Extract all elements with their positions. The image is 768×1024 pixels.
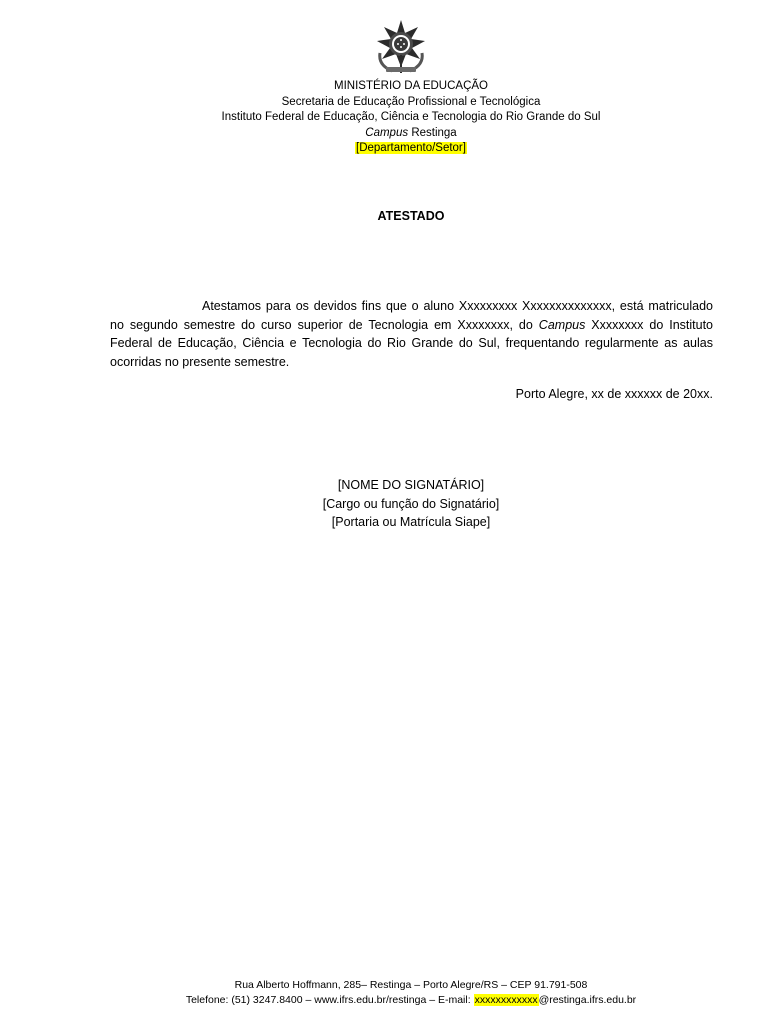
ministry-name: MINISTÉRIO DA EDUCAÇÃO (334, 80, 488, 92)
page-footer (0, 978, 768, 1008)
footer-contact-prefix: Telefone: (51) 3247.8400 – www.ifrs.edu.br/restinga – E-mail: (185, 994, 474, 1006)
signatory-registration: [Portaria ou Matrícula Siape] (331, 515, 491, 529)
campus-name: Restinga (411, 126, 457, 139)
paragraph-part-2: Xxxxxxxx do Instituto Federal de Educação, Ciência e Tecnologia do Rio Grande do Sul, frequentando regularmente as aulas ocorridas no presente semestre. (110, 317, 714, 369)
signatory-role: [Cargo ou função do Signatário] (322, 496, 500, 511)
paragraph-campus-word: Campus (538, 317, 586, 332)
department-placeholder: [Departamento/Setor] (356, 142, 466, 154)
letterhead (0, 79, 768, 157)
document-title: ATESTADO (377, 209, 445, 223)
signature-block (0, 476, 768, 532)
department-line (0, 141, 768, 157)
secretariat-name: Secretaria de Educação Profissional e Tecnológica (281, 95, 541, 108)
signatory-name: [NOME DO SIGNATÁRIO] (337, 478, 485, 492)
campus-label: Campus (365, 126, 409, 139)
footer-email-user: xxxxxxxxxxxx (474, 994, 538, 1006)
campus-line (0, 126, 768, 142)
institute-name: Instituto Federal de Educação, Ciência e Tecnologia do Rio Grande do Sul (221, 111, 601, 123)
footer-contact (0, 993, 768, 1008)
coat-of-arms-emblem (374, 19, 428, 75)
footer-email-domain: @restinga.ifrs.edu.br (538, 994, 637, 1006)
paragraph-part-1: Atestamos para os devidos fins que o aluno Xxxxxxxxx Xxxxxxxxxxxxxx, está matriculado no segundo semestre do curso superior de Tecnologia em Xxxxxxxx, do (110, 299, 713, 332)
footer-address: Rua Alberto Hoffmann, 285– Restinga – Porto Alegre/RS – CEP 91.791-508 (234, 979, 588, 991)
attestation-paragraph (110, 297, 713, 371)
attestation-body (110, 297, 713, 371)
place-and-date: Porto Alegre, xx de xxxxxx de 20xx. (515, 387, 713, 401)
